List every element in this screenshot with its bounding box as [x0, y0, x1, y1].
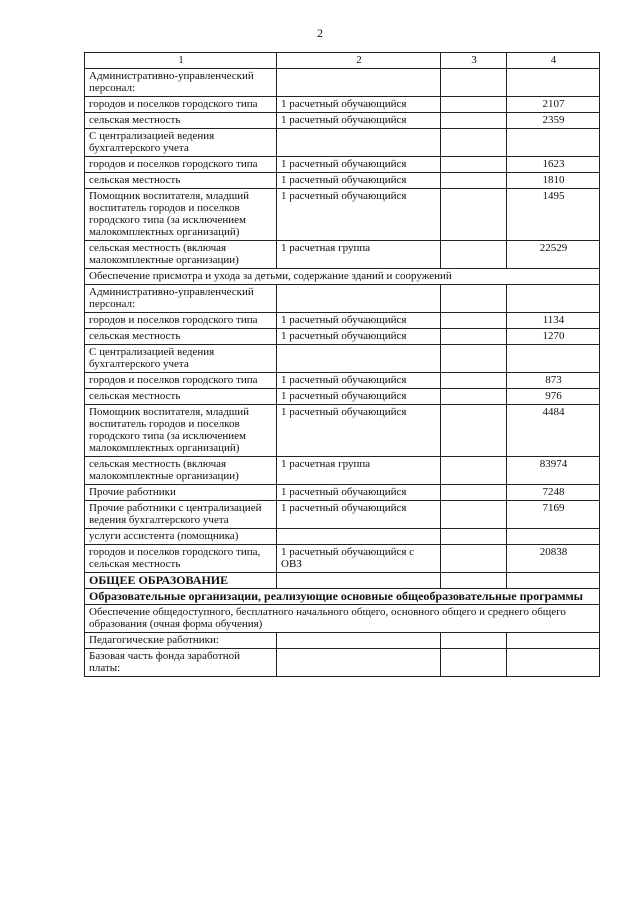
category-cell: сельская местность: [85, 389, 277, 405]
category-cell: услуги ассистента (помощника): [85, 529, 277, 545]
table-row: [85, 173, 600, 189]
unit-cell: [277, 345, 441, 373]
table-row: [85, 545, 600, 573]
unit-cell: 1 расчетная группа: [277, 457, 441, 485]
value-cell: 873: [507, 373, 600, 389]
col3-cell: [441, 345, 507, 373]
unit-cell: [277, 529, 441, 545]
col3-cell: [441, 97, 507, 113]
section-heading: Обеспечение присмотра и ухода за детьми, содержание зданий и сооружений: [85, 269, 600, 285]
category-cell: городов и поселков городского типа, сельская местность: [85, 545, 277, 573]
unit-cell: [277, 129, 441, 157]
table-row: [85, 69, 600, 97]
unit-cell: 1 расчетный обучающийся: [277, 189, 441, 241]
value-cell: 4484: [507, 405, 600, 457]
table-row: [85, 633, 600, 649]
category-cell: сельская местность: [85, 113, 277, 129]
value-cell: 83974: [507, 457, 600, 485]
unit-cell: 1 расчетный обучающийся: [277, 485, 441, 501]
column-header-4: 4: [507, 53, 600, 69]
value-cell: 1810: [507, 173, 600, 189]
category-cell: сельская местность (включая малокомплектные организации): [85, 457, 277, 485]
col3-cell: [441, 633, 507, 649]
table-row: [85, 313, 600, 329]
column-header-2: 2: [277, 53, 441, 69]
table-row: [85, 501, 600, 529]
col3-cell: [441, 189, 507, 241]
unit-cell: 1 расчетный обучающийся: [277, 501, 441, 529]
col3-cell: [441, 329, 507, 345]
value-cell: 22529: [507, 241, 600, 269]
table-row: [85, 285, 600, 313]
unit-cell: 1 расчетный обучающийся: [277, 313, 441, 329]
value-cell: 2107: [507, 97, 600, 113]
table-row: [85, 457, 600, 485]
category-cell: сельская местность: [85, 329, 277, 345]
category-cell: Педагогические работники:: [85, 633, 277, 649]
column-header-3: 3: [441, 53, 507, 69]
unit-cell: [277, 633, 441, 649]
category-cell: городов и поселков городского типа: [85, 313, 277, 329]
value-cell: 1495: [507, 189, 600, 241]
section-heading-row: [85, 605, 600, 633]
value-cell: 1623: [507, 157, 600, 173]
col3-cell: [441, 545, 507, 573]
page-number: 2: [317, 26, 323, 40]
col3-cell: [441, 485, 507, 501]
col3-cell: [441, 389, 507, 405]
value-cell: [507, 345, 600, 373]
unit-cell: 1 расчетный обучающийся: [277, 405, 441, 457]
value-cell: [507, 573, 600, 589]
col3-cell: [441, 241, 507, 269]
unit-cell: 1 расчетный обучающийся: [277, 113, 441, 129]
value-cell: [507, 129, 600, 157]
norms-table: [84, 52, 600, 677]
col3-cell: [441, 285, 507, 313]
category-cell: сельская местность: [85, 173, 277, 189]
category-cell: С централизацией ведения бухгалтерского учета: [85, 345, 277, 373]
table-row: [85, 97, 600, 113]
table-row: [85, 189, 600, 241]
value-cell: 2359: [507, 113, 600, 129]
column-header-1: 1: [85, 53, 277, 69]
col3-cell: [441, 405, 507, 457]
unit-cell: 1 расчетный обучающийся: [277, 329, 441, 345]
table-row: [85, 529, 600, 545]
unit-cell: [277, 649, 441, 677]
value-cell: [507, 633, 600, 649]
value-cell: 20838: [507, 545, 600, 573]
table-row: [85, 241, 600, 269]
col3-cell: [441, 69, 507, 97]
col3-cell: [441, 129, 507, 157]
value-cell: [507, 285, 600, 313]
unit-cell: [277, 285, 441, 313]
section-heading-row: [85, 269, 600, 285]
unit-cell: 1 расчетный обучающийся: [277, 173, 441, 189]
unit-cell: 1 расчетный обучающийся с ОВЗ: [277, 545, 441, 573]
col3-cell: [441, 573, 507, 589]
table-row: [85, 485, 600, 501]
category-cell: С централизацией ведения бухгалтерского учета: [85, 129, 277, 157]
table-row: [85, 373, 600, 389]
column-number-row: [85, 53, 600, 69]
table-row: [85, 345, 600, 373]
table-row: [85, 113, 600, 129]
section-heading-row: [85, 589, 600, 605]
unit-cell: 1 расчетный обучающийся: [277, 389, 441, 405]
value-cell: 1270: [507, 329, 600, 345]
col3-cell: [441, 529, 507, 545]
value-cell: [507, 529, 600, 545]
col3-cell: [441, 313, 507, 329]
category-cell: городов и поселков городского типа: [85, 157, 277, 173]
unit-cell: 1 расчетный обучающийся: [277, 157, 441, 173]
col3-cell: [441, 501, 507, 529]
unit-cell: [277, 69, 441, 97]
category-cell: Прочие работники: [85, 485, 277, 501]
unit-cell: 1 расчетная группа: [277, 241, 441, 269]
table-row: [85, 649, 600, 677]
table-row: [85, 129, 600, 157]
col3-cell: [441, 373, 507, 389]
table-row: [85, 573, 600, 589]
section-heading: Обеспечение общедоступного, бесплатного начального общего, основного общего и среднего общего образования (очная форма обучения): [85, 605, 600, 633]
category-cell: сельская местность (включая малокомплектные организации): [85, 241, 277, 269]
value-cell: [507, 649, 600, 677]
category-cell: Помощник воспитателя, младший воспитатель городов и поселков городского типа (за исключением малокомплектных организаций): [85, 189, 277, 241]
value-cell: 7169: [507, 501, 600, 529]
col3-cell: [441, 113, 507, 129]
category-cell: городов и поселков городского типа: [85, 373, 277, 389]
value-cell: [507, 69, 600, 97]
table-row: [85, 389, 600, 405]
table-row: [85, 405, 600, 457]
category-cell: городов и поселков городского типа: [85, 97, 277, 113]
unit-cell: 1 расчетный обучающийся: [277, 97, 441, 113]
col3-cell: [441, 157, 507, 173]
value-cell: 1134: [507, 313, 600, 329]
category-cell: Административно-управленческий персонал:: [85, 285, 277, 313]
col3-cell: [441, 173, 507, 189]
col3-cell: [441, 649, 507, 677]
table-row: [85, 157, 600, 173]
value-cell: 976: [507, 389, 600, 405]
category-cell: Прочие работники с централизацией ведения бухгалтерского учета: [85, 501, 277, 529]
unit-cell: 1 расчетный обучающийся: [277, 373, 441, 389]
col3-cell: [441, 457, 507, 485]
value-cell: 7248: [507, 485, 600, 501]
unit-cell: [277, 573, 441, 589]
category-cell: Помощник воспитателя, младший воспитатель городов и поселков городского типа (за исключением малокомплектных организаций): [85, 405, 277, 457]
category-cell: Базовая часть фонда заработной платы:: [85, 649, 277, 677]
section-heading: Образовательные организации, реализующие основные общеобразовательные программы: [85, 589, 600, 605]
table-row: [85, 329, 600, 345]
category-cell: ОБЩЕЕ ОБРАЗОВАНИЕ: [85, 573, 277, 589]
category-cell: Административно-управленческий персонал:: [85, 69, 277, 97]
